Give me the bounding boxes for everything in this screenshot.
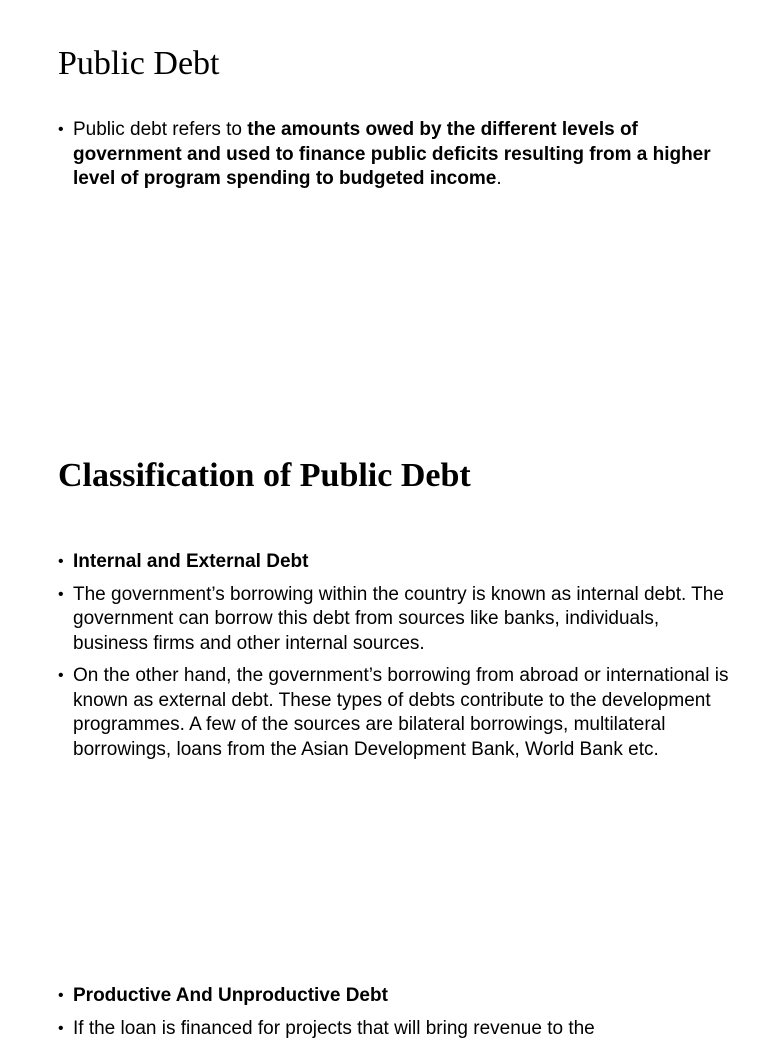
bullet-icon: • xyxy=(58,121,64,138)
bullet-icon: • xyxy=(58,1019,64,1037)
slide-title: Public Debt xyxy=(58,45,220,82)
bullet-item xyxy=(58,118,738,192)
bullet-lead-text: Public debt refers to xyxy=(73,119,248,140)
bullet-item xyxy=(58,550,738,575)
bullet-bold-text: the amounts owed by the different levels of government and used to finance public deficits resulting from a higher level of program spending to budgeted income xyxy=(73,119,711,189)
bullet-item xyxy=(58,984,738,1009)
bullet-icon: • xyxy=(58,987,64,1004)
bullet-icon: • xyxy=(58,585,64,603)
bullet-item xyxy=(58,1017,738,1042)
bullet-list xyxy=(58,118,738,200)
bullet-tail-text: . xyxy=(496,168,502,189)
bullet-item xyxy=(58,664,738,762)
bullet-list xyxy=(58,550,738,770)
bullet-text: If the loan is financed for projects that will bring revenue to the xyxy=(73,1017,595,1039)
bullet-icon: • xyxy=(58,553,64,570)
bullet-item xyxy=(58,583,738,657)
bullet-text: Internal and External Debt xyxy=(73,551,309,572)
bullet-icon: • xyxy=(58,667,64,684)
bullet-list xyxy=(58,984,738,1049)
bullet-text: The government’s borrowing within the country is known as internal debt. The government can borrow this debt from sources like banks, individuals, business firms and other internal sources. xyxy=(73,583,724,654)
slide-title: Classification of Public Debt xyxy=(58,457,471,494)
bullet-text: Productive And Unproductive Debt xyxy=(73,985,388,1006)
bullet-text: On the other hand, the government’s borrowing from abroad or international is known as external debt. These types of debts contribute to the development programmes. A few of the sources are bilateral borrowings, multilateral borrowings, loans from the Asian Development Bank, World Bank etc. xyxy=(73,665,729,760)
